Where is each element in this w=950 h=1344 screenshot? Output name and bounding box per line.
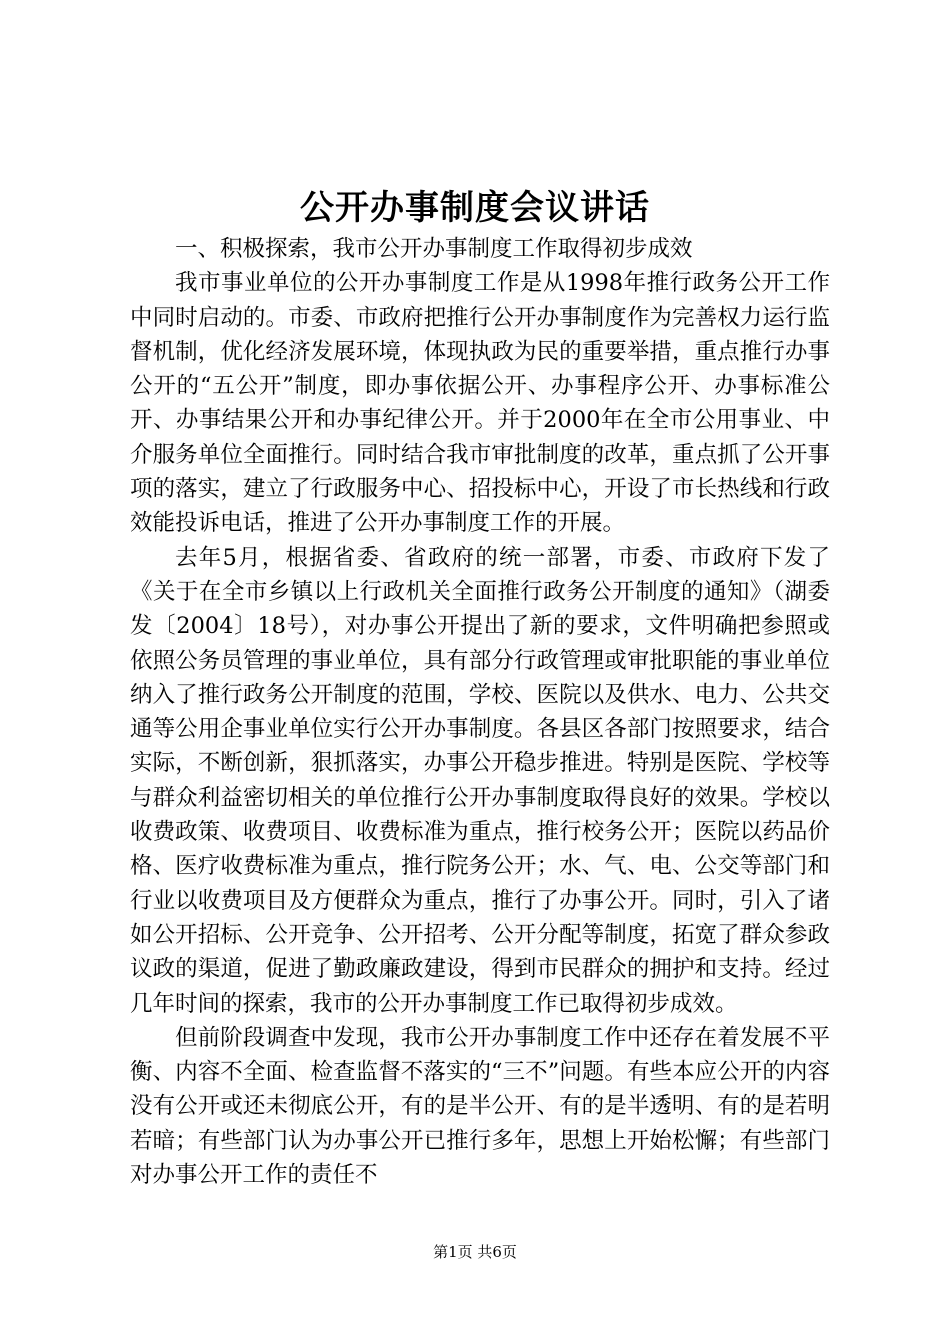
page-number-footer: 第1页 共6页 xyxy=(433,1243,517,1261)
paragraph: 但前阶段调查中发现，我市公开办事制度工作中还存在着发展不平衡、内容不全面、检查监督不落实的“三不”问题。有些本应公开的内容没有公开或还未彻底公开，有的是半公开、有的是半透明、有的是若明若暗；有些部门认为办事公开已推行多年，思想上开始松懈；有些部门对办事公开工作的责任不 xyxy=(130,1024,830,1189)
paragraph: 去年5月，根据省委、省政府的统一部署，市委、市政府下发了《关于在全市乡镇以上行政机关全面推行政务公开制度的通知》（湖委发〔2004〕18号），对办事公开提出了新的要求，文件明确把参照或依照公务员管理的事业单位，具有部分行政管理或审批职能的事业单位纳入了推行政务公开制度的范围，学校、医院以及供水、电力、公共交通等公用企事业单位实行公开办事制度。各县区各部门按照要求，结合实际，不断创新，狠抓落实，办事公开稳步推进。特别是医院、学校等与群众利益密切相关的单位推行公开办事制度取得良好的效果。学校以收费政策、收费项目、收费标准为重点，推行校务公开；医院以药品价格、医疗收费标准为重点，推行院务公开；水、气、电、公交等部门和行业以收费项目及方便群众为重点，推行了办事公开。同时，引入了诸如公开招标、公开竞争、公开招考、公开分配等制度，拓宽了群众参政议政的渠道，促进了勤政廉政建设，得到市民群众的拥护和支持。经过几年时间的探索，我市的公开办事制度工作已取得初步成效。 xyxy=(130,544,830,1017)
section-heading: 一、积极探索，我市公开办事制度工作取得初步成效 xyxy=(175,236,693,262)
document-title: 公开办事制度会议讲话 xyxy=(300,188,650,228)
document-body xyxy=(130,232,830,1192)
paragraph: 我市事业单位的公开办事制度工作是从1998年推行政务公开工作中同时启动的。市委、市政府把推行公开办事制度作为完善权力运行监督机制，优化经济发展环境，体现执政为民的重要举措，重点推行办事公开的“五公开”制度，即办事依据公开、办事程序公开、办事标准公开、办事结果公开和办事纪律公开。并于2000年在全市公用事业、中介服务单位全面推行。同时结合我市审批制度的改革，重点抓了公开事项的落实，建立了行政服务中心、招投标中心，开设了市长热线和行政效能投诉电话，推进了公开办事制度工作的开展。 xyxy=(130,270,830,537)
